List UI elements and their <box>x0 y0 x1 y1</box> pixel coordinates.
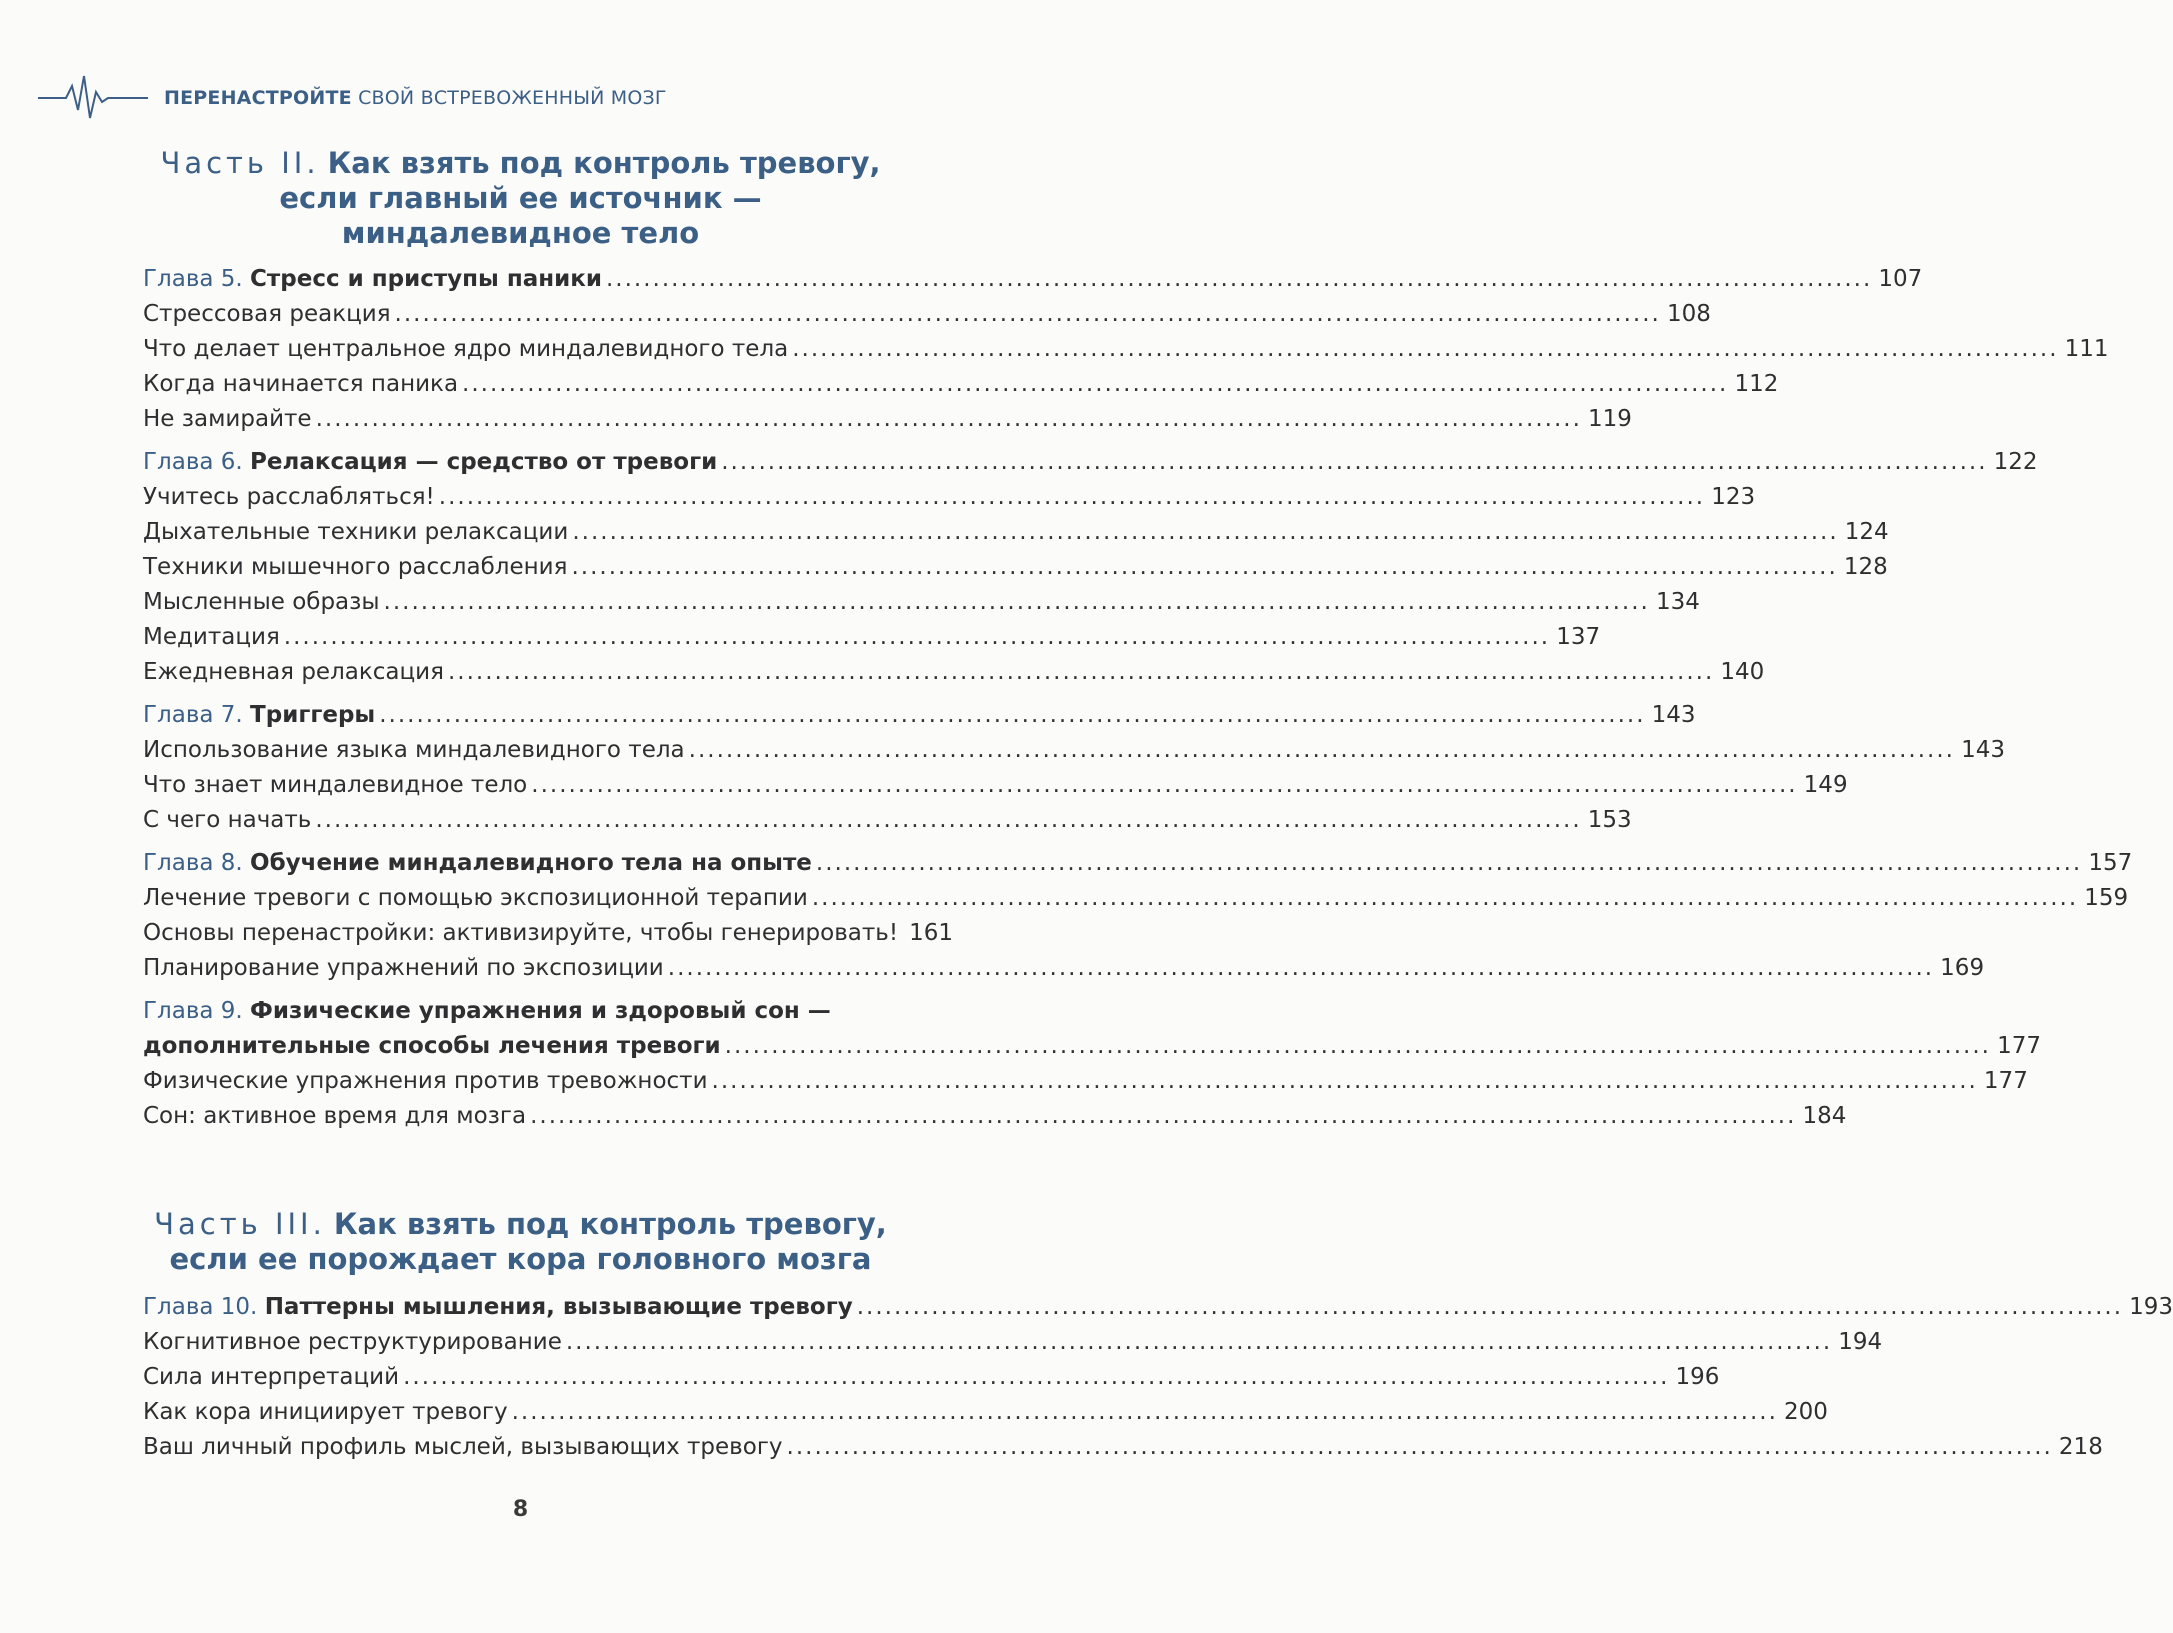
running-header <box>38 72 667 124</box>
dot-leader: ........................................................................................................................................ <box>530 1103 1797 1129</box>
toc-entry[interactable] <box>143 951 1985 986</box>
chapter-label: Глава 9. <box>143 998 243 1024</box>
page-number: 177 <box>1983 1068 2028 1094</box>
entry-title: Стрессовая реакция <box>143 301 391 327</box>
part-2-line2: если главный ее источник — <box>279 181 762 215</box>
part-3-heading <box>0 1207 1041 1277</box>
toc-entry[interactable] <box>143 803 1632 838</box>
toc-entry[interactable] <box>143 480 1756 515</box>
toc-entry[interactable] <box>143 1360 1720 1395</box>
toc-entry[interactable] <box>143 585 1700 620</box>
toc-chapter-9[interactable] <box>143 994 953 1029</box>
dot-leader: ........................................................................................................................................ <box>721 449 1988 475</box>
page-number: 153 <box>1587 807 1632 833</box>
toc-chapter-10[interactable] <box>143 1290 2173 1325</box>
page-number: 137 <box>1556 624 1601 650</box>
entry-title: Как кора инициирует тревогу <box>143 1399 508 1425</box>
page-number: 128 <box>1843 554 1888 580</box>
page-number: 143 <box>1651 702 1696 728</box>
toc-entry[interactable] <box>143 733 2005 768</box>
page-number: 200 <box>1784 1399 1828 1425</box>
dot-leader: ........................................................................................................................................ <box>403 1364 1670 1390</box>
toc-entry[interactable] <box>143 768 1848 803</box>
part-3-line2: если ее порождает кора головного мозга <box>169 1242 872 1276</box>
page-number: 140 <box>1720 659 1765 685</box>
chapter-title: Паттерны мышления, вызывающие тревогу <box>264 1294 853 1320</box>
dot-leader: ........................................................................................................................................ <box>394 301 1661 327</box>
page-number: 194 <box>1838 1329 1883 1355</box>
toc-part-2 <box>143 262 2133 1134</box>
part-2-line1: Как взять под контроль тревогу, <box>327 146 881 180</box>
page-number: 159 <box>2084 885 2129 911</box>
entry-title: Техники мышечного расслабления <box>143 554 568 580</box>
chapter-title: Релаксация — средство от тревоги <box>250 449 718 475</box>
entry-title: Дыхательные техники релаксации <box>143 519 569 545</box>
part-3-line1: Как взять под контроль тревогу, <box>333 1207 887 1241</box>
page-number: 111 <box>2064 336 2109 362</box>
page-number: 123 <box>1711 484 1756 510</box>
entry-title: Физические упражнения против тревожности <box>143 1068 708 1094</box>
entry-title: Что делает центральное ядро миндалевидного тела <box>143 336 789 362</box>
part-2-line3: миндалевидное тело <box>341 216 700 250</box>
toc-entry[interactable] <box>143 916 953 951</box>
page-number: 196 <box>1675 1364 1720 1390</box>
dot-leader: ........................................................................................................................................ <box>565 1329 1833 1355</box>
dot-leader: ........................................................................................................................................ <box>315 807 1582 833</box>
toc-chapter-7[interactable] <box>143 698 1696 733</box>
dot-leader: ........................................................................................................................................ <box>667 955 1935 981</box>
entry-title: Основы перенастройки: активизируйте, чтобы генерировать! <box>143 920 899 946</box>
toc-chapter-8[interactable] <box>143 846 2133 881</box>
entry-title: Мысленные образы <box>143 589 380 615</box>
toc-entry[interactable] <box>143 297 1711 332</box>
page-number: 124 <box>1844 519 1889 545</box>
toc-entry[interactable] <box>143 367 1779 402</box>
dot-leader: ........................................................................................................................................ <box>815 850 2083 876</box>
page-number: 149 <box>1803 772 1848 798</box>
toc-entry[interactable] <box>143 1064 2028 1099</box>
part-3-label: Часть III. <box>154 1207 326 1241</box>
page-number: 112 <box>1734 371 1779 397</box>
dot-leader: ........................................................................................................................................ <box>511 1399 1778 1425</box>
toc-entry[interactable] <box>143 332 2109 367</box>
dot-leader: ........................................................................................................................................ <box>383 589 1650 615</box>
chapter-label: Глава 5. <box>143 266 243 292</box>
entry-title: Учитесь расслабляться! <box>143 484 435 510</box>
page-number: 119 <box>1587 406 1632 432</box>
dot-leader: ........................................................................................................................................ <box>379 702 1646 728</box>
entry-title: Медитация <box>143 624 280 650</box>
chapter-label: Глава 6. <box>143 449 243 475</box>
chapter-title: Триггеры <box>250 702 376 728</box>
page-number: 134 <box>1655 589 1700 615</box>
dot-leader: ........................................................................................................................................ <box>447 659 1715 685</box>
page-number: 169 <box>1940 955 1985 981</box>
toc-part-3 <box>143 1290 2173 1465</box>
dot-leader: ........................................................................................................................................ <box>688 737 1955 763</box>
toc-entry[interactable] <box>143 1395 1828 1430</box>
dot-leader: ........................................................................................................................................ <box>792 336 2059 362</box>
page-number: 107 <box>1878 266 1923 292</box>
entry-title: Сила интерпретаций <box>143 1364 400 1390</box>
header-title-bold: ПЕРЕНАСТРОЙТЕ <box>164 87 352 109</box>
toc-chapter-6[interactable] <box>143 445 2038 480</box>
chapter-title: Физические упражнения и здоровый сон — <box>250 998 831 1024</box>
page-number: 193 <box>2129 1294 2173 1320</box>
dot-leader: ........................................................................................................................................ <box>786 1434 2053 1460</box>
dot-leader: ........................................................................................................................................ <box>606 266 1873 292</box>
toc-entry[interactable] <box>143 655 1765 690</box>
dot-leader <box>902 916 903 951</box>
page-number-footer: 8 <box>512 1497 529 1522</box>
entry-title: Планирование упражнений по экспозиции <box>143 955 664 981</box>
dot-leader: ........................................................................................................................................ <box>283 624 1551 650</box>
dot-leader: ........................................................................................................................................ <box>572 519 1839 545</box>
dot-leader: ........................................................................................................................................ <box>438 484 1706 510</box>
toc-entry[interactable] <box>143 402 1632 437</box>
toc-entry[interactable] <box>143 1325 1883 1360</box>
page-number: 161 <box>909 920 953 946</box>
header-title <box>164 87 667 109</box>
toc-entry[interactable] <box>143 881 2129 916</box>
chapter-title: Стресс и приступы паники <box>250 266 602 292</box>
entry-title: Сон: активное время для мозга <box>143 1103 527 1129</box>
dot-leader: ........................................................................................................................................ <box>856 1294 2124 1320</box>
page-number: 218 <box>2058 1434 2103 1460</box>
dot-leader: ........................................................................................................................................ <box>811 885 2079 911</box>
page-number: 157 <box>2088 850 2133 876</box>
toc-entry[interactable] <box>143 1430 2103 1465</box>
chapter-label: Глава 8. <box>143 850 243 876</box>
entry-title: Лечение тревоги с помощью экспозиционной терапии <box>143 885 808 911</box>
entry-title: Что знает миндалевидное тело <box>143 772 528 798</box>
toc-entry[interactable] <box>143 515 1889 550</box>
pulse-line-icon <box>38 72 148 124</box>
entry-title: Ежедневная релаксация <box>143 659 444 685</box>
page-number: 122 <box>1993 449 2038 475</box>
page-number: 184 <box>1802 1103 1847 1129</box>
entry-title: Использование языка миндалевидного тела <box>143 737 685 763</box>
part-2-label: Часть II. <box>160 146 320 180</box>
toc-entry[interactable] <box>143 620 1601 655</box>
header-title-rest: СВОЙ ВСТРЕВОЖЕННЫЙ МОЗГ <box>358 87 667 109</box>
page-number: 177 <box>1997 1033 2041 1059</box>
chapter-label: Глава 7. <box>143 702 243 728</box>
page-number: 108 <box>1666 301 1711 327</box>
entry-title: Когнитивное реструктурирование <box>143 1329 562 1355</box>
dot-leader: ........................................................................................................................................ <box>711 1068 1978 1094</box>
entry-title: Ваш личный профиль мыслей, вызывающих тревогу <box>143 1434 783 1460</box>
toc-entry[interactable] <box>143 550 1888 585</box>
dot-leader: ........................................................................................................................................ <box>724 1033 1991 1059</box>
chapter-title: Обучение миндалевидного тела на опыте <box>250 850 812 876</box>
part-2-heading <box>0 146 1041 251</box>
chapter-label: Глава 10. <box>143 1294 258 1320</box>
dot-leader: ........................................................................................................................................ <box>571 554 1838 580</box>
toc-entry[interactable] <box>143 1099 1847 1134</box>
chapter-title-cont: дополнительные способы лечения тревоги <box>143 1033 721 1059</box>
dot-leader: ........................................................................................................................................ <box>315 406 1582 432</box>
toc-chapter-5[interactable] <box>143 262 1923 297</box>
toc-chapter-9-cont[interactable] <box>143 1029 2041 1064</box>
entry-title: Не замирайте <box>143 406 312 432</box>
dot-leader: ........................................................................................................................................ <box>531 772 1798 798</box>
entry-title: С чего начать <box>143 807 312 833</box>
dot-leader: ........................................................................................................................................ <box>462 371 1729 397</box>
page-number: 143 <box>1961 737 2005 763</box>
entry-title: Когда начинается паника <box>143 371 459 397</box>
